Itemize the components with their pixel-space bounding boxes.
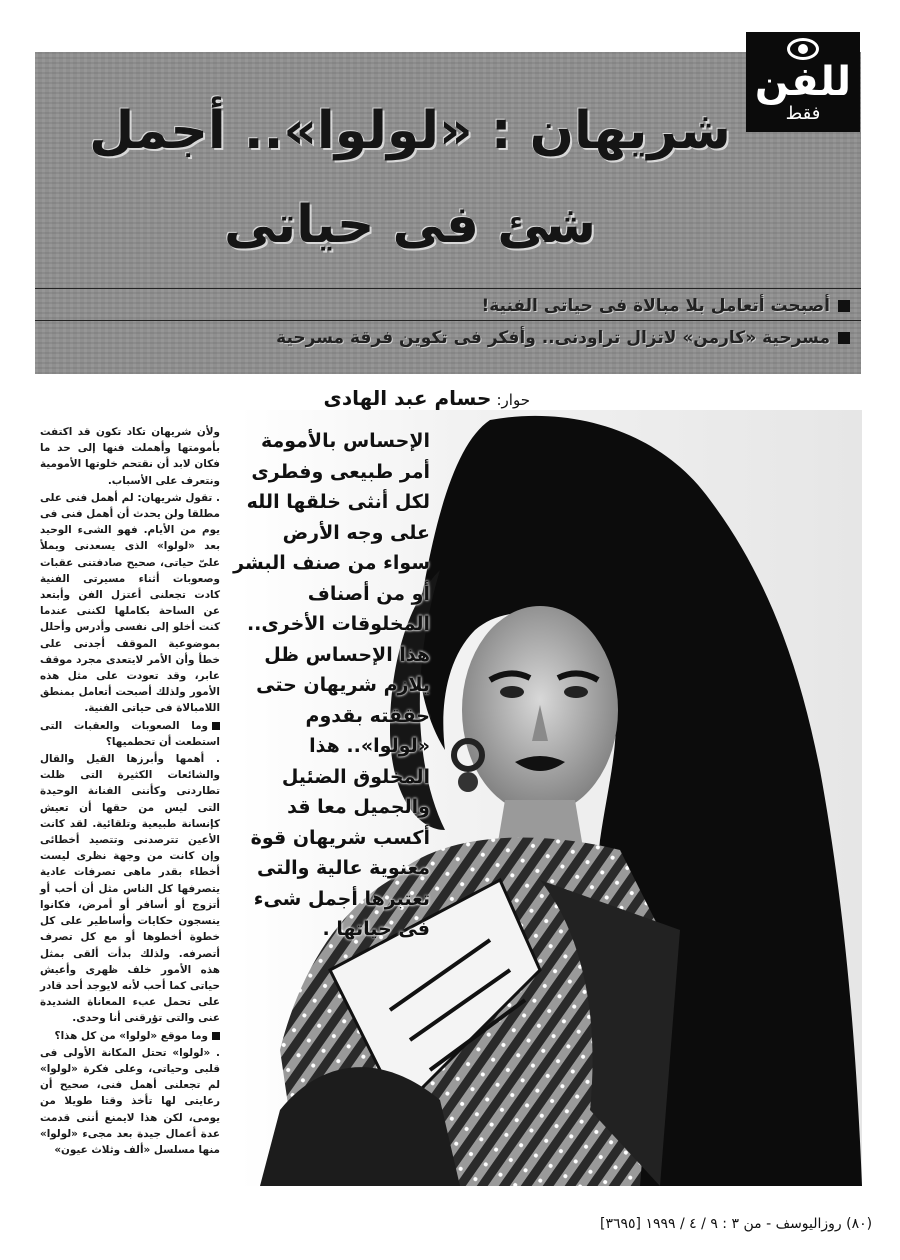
deck-line-1 — [481, 296, 850, 316]
question-text-2: وما موقع «لولوا» من كل هذا؟ — [54, 1029, 208, 1042]
deck-line-2 — [276, 328, 850, 348]
column-paragraph-3: . أهمها وأبرزها القيل والقال والشائعات الكثيرة التى ظلت تطاردنى وكأننى الفنانة الوحيدة التى ليس من حقها أن تعيش كإنسانة طبيعية وتلقائية. لقد كانت الأعين تترصدنى وتتصيد أخطائى وإن كانت من وجهة نظرى ليست أخطاء بقدر ماهى تصرفات عادية يتصرفها كل الناس مثل أن أحب أو أتزوج أو أسافر أو أمرض، فكانوا ينسجون حكايات وأساطير على كل خطوة أخطوها أو مع كل تصرف أتصرفه. ولذلك بدأت ألقى بمثل هذه الأمور خلف ظهرى وأعيش حياتى كما أحب لأنه لايوجد أحد قادر على تحمل عبء المعاناة الشديدة عنى والتى تؤرقنى أنا وحدى. — [40, 753, 220, 1025]
page-footer: (٨٠) روزاليوسف - من ٣ : ٩ / ٤ / ١٩٩٩ [٣٦٩٥] — [600, 1216, 873, 1232]
deck-text-2: مسرحية «كارمن» لاتزال تراودنى.. وأفكر فى تكوين فرقة مسرحية — [276, 328, 830, 348]
bullet-square-icon — [838, 332, 850, 344]
column-question-1 — [40, 718, 220, 750]
question-text-1: وما الصعوبات والعقبات التى استطعت أن تحطميها؟ — [40, 719, 220, 748]
logo-text-bottom: فقط — [785, 103, 821, 124]
logo-text-top: للفن — [754, 59, 852, 105]
section-logo — [746, 32, 860, 132]
column-paragraph-2: . تقول شريهان: لم أهمل فنى على مطلقا ولن يحدث أن أهمل فنى فى يوم من الأيام. فهو الشىء الوحيد بعد «لولوا» الذى يسعدنى ويملأ علىّ حياتى، صحيح صادفتنى عقبات وصعوبات أثناء مسيرتى الفنية كادت تجعلنى أعتزل الفن وأبتعد عن الساحة بكاملها لكننى عندما كنت أخلو إلى نفسى وأدرس وأحلل بموضوعية الموقف أجدنى على خطأ وأن الأمر لايتعدى مجرد موقف عابر، وقد تعودت على مثل هذه الأمور ولذلك أصبحت أتعامل بمنطق اللامبالاة فى حياتى الفنية. — [40, 491, 220, 715]
article-column — [40, 424, 220, 1159]
deck-divider-bottom — [35, 320, 861, 321]
bullet-square-icon — [838, 300, 850, 312]
column-paragraph-1: ولأن شريهان تكاد تكون قد اكتفت بأمومتها وأهملت فنها إلى حد ما فكان لابد أن نقتحم خلوتها الأمومية ونتعرف على الأسباب. — [40, 426, 220, 487]
deck-text-1: أصبحت أتعامل بلا مبالاة فى حياتى الفنية! — [481, 296, 830, 316]
byline — [323, 386, 530, 410]
column-question-2 — [40, 1028, 220, 1044]
byline-prefix: حوار: — [496, 391, 530, 409]
eye-icon — [787, 38, 819, 60]
headline-line-2: شئ فى حياتى — [223, 195, 597, 255]
intro-paragraph: الإحساس بالأمومة أمر طبيعى وفطرى لكل أنثى خلقها الله على وجه الأرض سواء من صنف البشر أو من أصناف المخلوقات الأخرى.. هذا الإحساس ظل يلازم شريهان حتى حققته بقدوم «لولوا».. هذا المخلوق الضئيل والجميل معا قد أكسب شريهان قوة معنوية عالية والتى تعتبرها أجمل شىء فى حياتها . — [233, 430, 430, 940]
column-paragraph-4: . «لولوا» تحتل المكانة الأولى فى قلبى وحياتى، وعلى فكرة «لولوا» لم تجعلنى أهمل فنى، صحيح أن رعايتى لها تأخذ وقتا طويلا من يومى، لكن هذا لايمنع أننى قدمت عدة أعمال جيدة بعد مجىء «لولوا» منها مسلسل «ألف وثلاث عيون» — [40, 1046, 220, 1156]
deck-divider-top — [35, 288, 861, 289]
headline-line-1: شريهان : «لولوا».. أجمل — [89, 101, 731, 161]
byline-author: حسام عبد الهادى — [323, 386, 492, 410]
